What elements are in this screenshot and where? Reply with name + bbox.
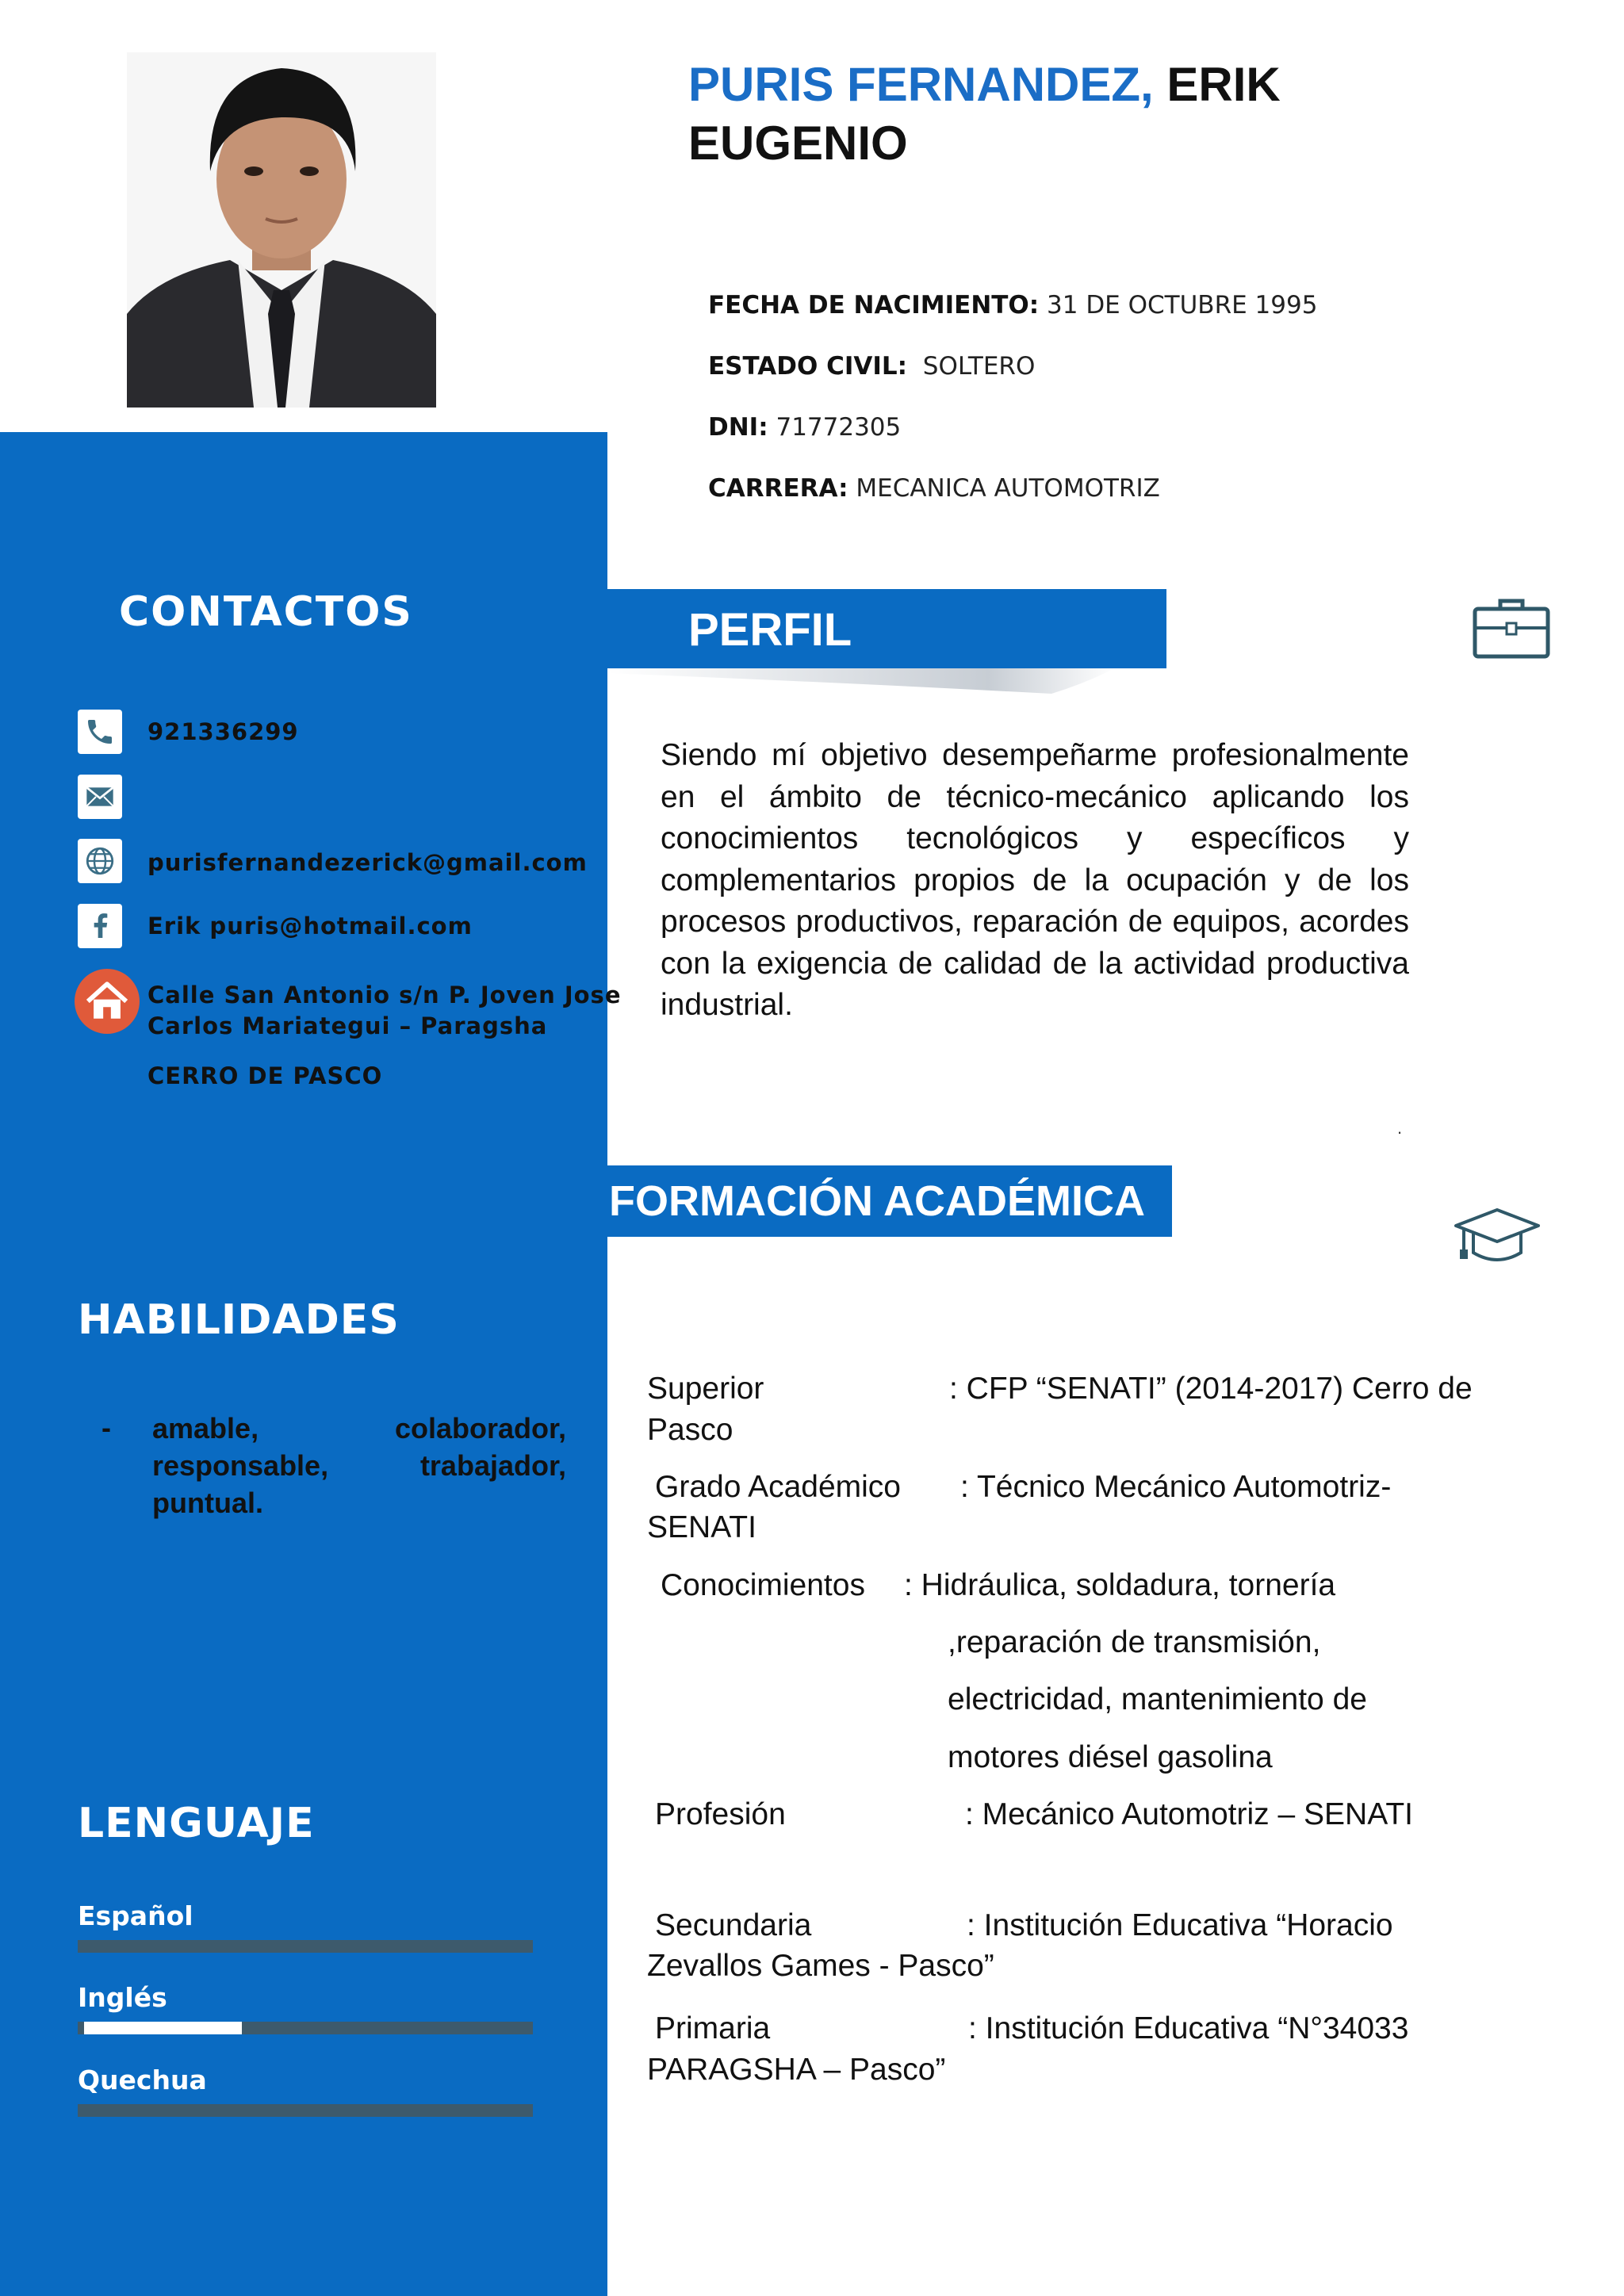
address-line-2: Carlos Mariategui – Paragsha [147,1012,548,1039]
edu-conocimientos-cont-3: motores diésel gasolina [948,1740,1273,1774]
profile-text: Siendo mí objetivo desempeñarme profesionalmente en el ámbito de técnico-mecánico aplicando los conocimientos tecnológicos y específicos y complementarios propios de la ocupación y de los procesos productivos, reparación de equipos, acordes con la exigencia de calidad de la actividad productiva industrial. [661,738,1409,1022]
contacts-heading: CONTACTOS [119,588,413,636]
career-label: CARRERA: [708,474,848,503]
graduation-cap-icon [1453,1207,1542,1270]
profile-heading: PERFIL [688,604,852,656]
mail-icon-box [78,775,122,819]
skill-colaborador: colaborador, [394,1412,566,1445]
home-icon-box [75,969,140,1034]
briefcase-icon [1472,596,1551,660]
edu-conocimientos-value: : Hidráulica, soldadura, tornería [904,1568,1336,1602]
first-name: ERIK [1166,58,1281,111]
language-heading: LENGUAJE [78,1800,315,1847]
edu-superior-cont: Pasco [647,1413,733,1447]
education-heading: FORMACIÓN ACADÉMICA [609,1177,1145,1225]
language-ingles-fill [84,2022,242,2034]
stray-dot: . [1397,1118,1403,1138]
globe-icon-box [78,839,122,883]
edu-grado-cont: SENATI [647,1510,756,1544]
profile-heading-shadow [607,668,1131,700]
facebook-account[interactable]: Erik puris@hotmail.com [147,913,473,939]
education-heading-band [607,1165,1172,1237]
language-ingles-bar [78,2022,533,2034]
career-value: MECANICA AUTOMOTRIZ [856,474,1160,503]
edu-conocimientos-label: Conocimientos [661,1568,865,1602]
globe-icon [83,844,117,878]
profile-photo [127,52,436,408]
civil-status-value: SOLTERO [922,352,1036,381]
edu-superior-label: Superior [647,1372,764,1406]
skill-responsable: responsable, [152,1449,329,1482]
edu-grado-value: : Técnico Mecánico Automotriz- [960,1470,1392,1504]
language-espanol-bar [78,1940,533,1953]
birth-date-label: FECHA DE NACIMIENTO: [708,291,1040,320]
mail-icon [84,781,116,813]
skills-heading: HABILIDADES [78,1296,400,1344]
edu-secundaria-cont: Zevallos Games - Pasco” [647,1949,994,1983]
dni-value: 71772305 [776,413,902,442]
language-espanol-label: Español [78,1900,193,1931]
dni-row [708,413,901,442]
skill-puntual: puntual. [152,1487,263,1519]
edu-secundaria-label: Secundaria [655,1908,812,1942]
facebook-icon-box [78,904,122,948]
dni-label: DNI: [708,413,768,442]
edu-profesion-label: Profesión [655,1797,786,1831]
person-silhouette-icon [127,52,436,408]
edu-conocimientos-cont-1: ,reparación de transmisión, [948,1625,1321,1659]
skills-bullet: - [102,1411,111,1444]
email-address[interactable]: purisfernandezerick@gmail.com [147,849,588,876]
birth-date-value: 31 DE OCTUBRE 1995 [1047,291,1318,320]
address-line-1: Calle San Antonio s/n P. Joven Jose [147,982,622,1008]
skill-trabajador: trabajador, [419,1449,566,1482]
last-name: PURIS FERNANDEZ, [688,58,1154,111]
full-name [688,55,1561,173]
edu-secundaria-value: : Institución Educativa “Horacio [967,1908,1393,1942]
phone-number[interactable]: 921336299 [147,718,299,745]
edu-primaria-value: : Institución Educativa “N°34033 [968,2011,1409,2045]
edu-primaria-label: Primaria [655,2011,771,2045]
second-name: EUGENIO [688,117,908,170]
skills-list [152,1410,566,1521]
edu-primaria-cont: PARAGSHA – Pasco” [647,2053,946,2087]
phone-icon-box [78,710,122,754]
civil-status-label: ESTADO CIVIL: [708,352,908,381]
edu-grado-label: Grado Académico [655,1470,902,1504]
edu-conocimientos-cont-2: electricidad, mantenimiento de [948,1682,1367,1716]
edu-superior-value: : CFP “SENATI” (2014-2017) Cerro de [949,1372,1473,1406]
language-ingles-label: Inglés [78,1982,167,2013]
home-icon [84,978,130,1024]
address [147,980,621,1042]
phone-icon [84,716,116,748]
birth-date-row [708,291,1317,320]
profile-heading-band [607,589,1166,668]
facebook-icon [84,910,116,942]
career-row [708,474,1160,503]
language-quechua-bar [78,2104,533,2117]
language-quechua-label: Quechua [78,2064,207,2095]
skill-amable: amable, [152,1412,259,1445]
civil-status-row [708,352,1035,381]
city: CERRO DE PASCO [147,1062,383,1089]
edu-profesion-value: : Mecánico Automotriz – SENATI [965,1797,1413,1831]
